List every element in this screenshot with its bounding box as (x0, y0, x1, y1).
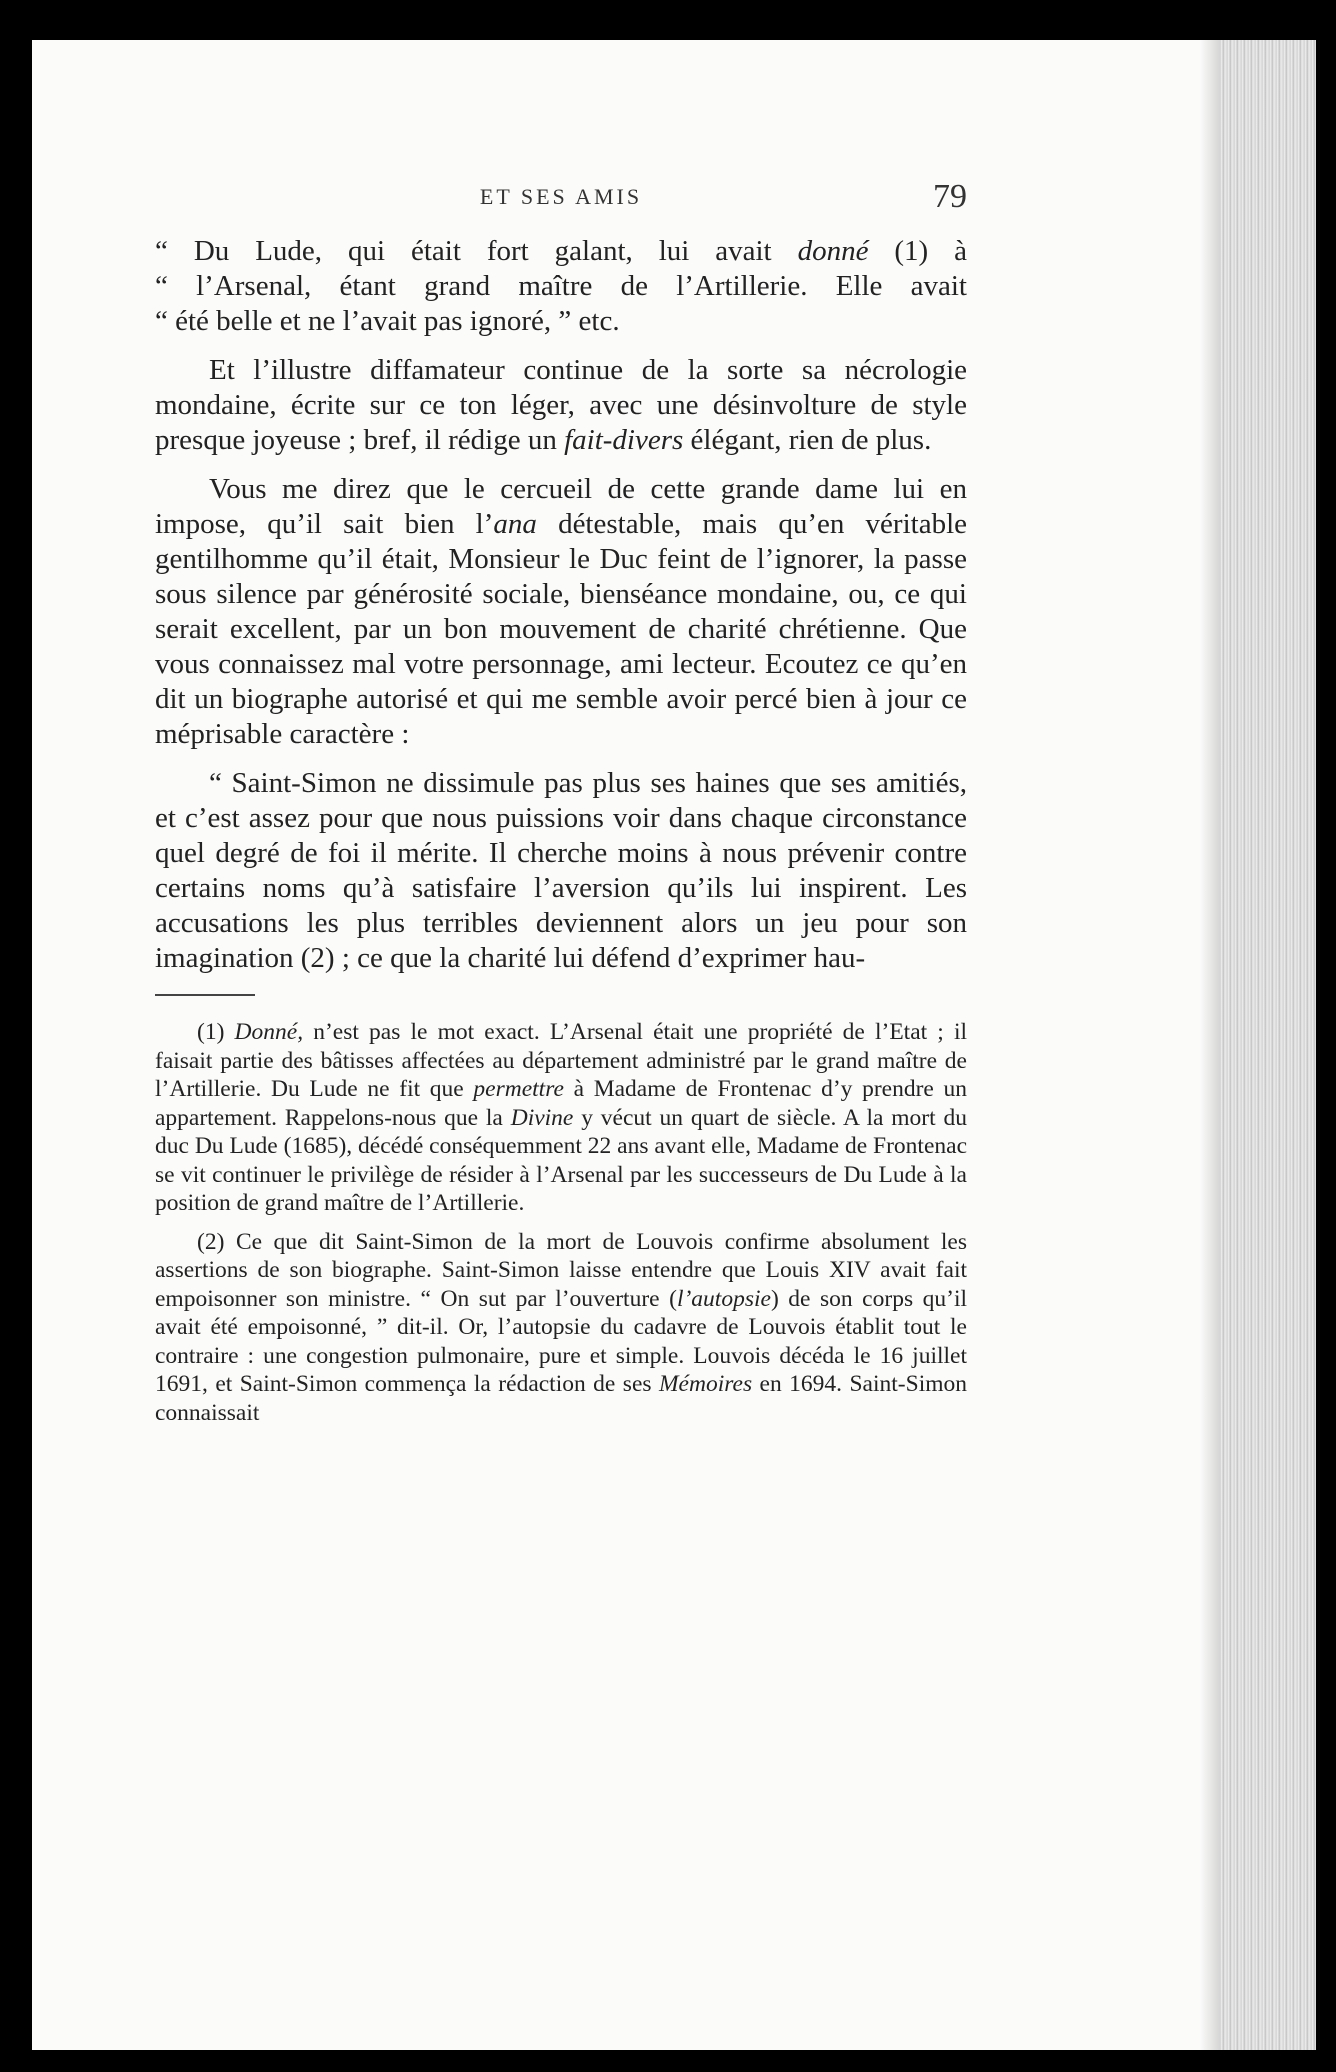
italic-ana: ana (493, 508, 537, 540)
quote-line-1: “ Du Lude, qui était fort galant, lui avait donné (1) à (155, 235, 968, 267)
footnote-1: (1) Donné, n’est pas le mot exact. L’Arsenal était une propriété de l’Etat ; il faisait partie des bâtisses affectées au département administré par le grand maître de l’Artillerie. Du Lude ne fit que permettre à Madame de Frontenac d’y prendre un appartement. Rappelons-nous que la Divine y vécut un quart de siècle. A la mort du duc Du Lude (1685), décédé conséquemment 22 ans avant elle, Madame de Frontenac se vit continuer le privilège de résider à l’Arsenal par les successeurs de Du Lude à la position de grand maître de l’Artillerie. (155, 1019, 968, 1216)
italic-fait-divers: fait-divers (564, 424, 684, 456)
quote-line-2: “ l’Arsenal, étant grand maître de l’Artillerie. Elle avait (155, 270, 967, 302)
footnote-separator (155, 994, 255, 996)
paragraph-saint-simon-quote: “ Saint-Simon ne dissimule pas plus ses haines que ses amitiés, et c’est assez pour que nous puissions voir dans chaque circonstance quel degré de foi il mérite. Il cherche moins à nous prévenir contre certains noms qu’à satisfaire l’aversion qu’ils lui inspirent. Les accusations les plus terribles deviennent alors un jeu pour son imagination (2) ; ce que la charité lui défend d’exprimer hau- (155, 767, 967, 974)
paragraph-quote-du-lude (155, 234, 967, 339)
page-number: 79 (933, 178, 967, 215)
paragraph-cercueil: Vous me direz que le cercueil de cette grande dame lui en impose, qu’il sait bien l’ana détestable, mais qu’en véritable gentilhomme qu’il était, Monsieur le Duc feint de l’ignorer, la passe sous silence par générosité sociale, bienséance mondaine, ou, ce qui serait excellent, par un bon mouvement de charité chrétienne. Que vous connaissez mal votre personnage, ami lecteur. Ecoutez ce qu’en dit un biographe autorisé et qui me semble avoir percé bien à jour ce méprisable caractère : (155, 473, 968, 750)
page-edges (1220, 40, 1316, 2050)
quote-line-3: “ été belle et ne l’avait pas ignoré, ” etc. (155, 305, 620, 337)
paragraph-diffamateur: Et l’illustre diffamateur continue de la sorte sa nécrologie mondaine, écrite sur ce ton léger, avec une désinvolture de style presque joyeuse ; bref, il rédige un fait-divers élégant, rien de plus. (155, 354, 967, 456)
page-header (155, 180, 967, 226)
page-text-block (155, 180, 967, 1437)
footnote-2: (2) Ce que dit Saint-Simon de la mort de Louvois confirme absolument les assertions de son biographe. Saint-Simon laisse entendre que Louis XIV avait fait empoisonner son ministre. “ On sut par l’ouverture (l’autopsie) de son corps qu’il avait été empoisonné, ” dit-il. Or, l’autopsie du cadavre de Louvois établit tout le contraire : une congestion pulmonaire, pure et simple. Louvois décéda le 16 juillet 1691, et Saint-Simon commença la rédaction de ses Mémoires en 1694. Saint-Simon connaissait (155, 1228, 968, 1426)
italic-donne: donné (797, 235, 869, 267)
running-title: ET SES AMIS (479, 184, 643, 209)
